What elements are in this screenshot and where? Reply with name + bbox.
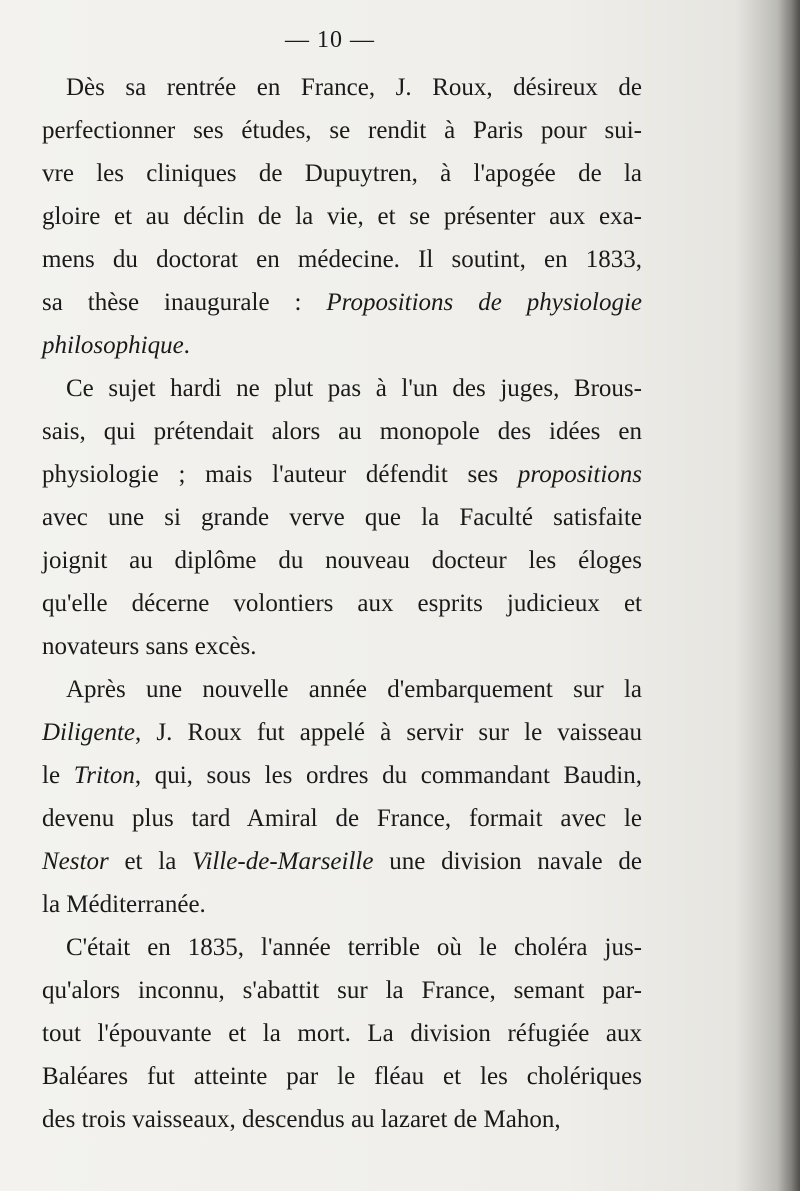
text-segment: et la [108,848,193,875]
paragraph [42,66,642,367]
text-line: sais, qui prétendait alors au monopole des idées en [42,418,642,445]
text-line [42,324,642,367]
text-segment: , qui, sous les ordres du commandant Baudin, [134,762,643,789]
text-line: qu'alors inconnu, s'abattit sur la France, semant par- [42,977,642,1004]
text-segment: philosophique [42,332,184,359]
text-line [42,281,642,324]
text-line: devenu plus tard Amiral de France, formait avec le [42,805,642,832]
text-segment: Triton [73,762,135,789]
text-segment: propositions [517,461,642,488]
text-line: Après une nouvelle année d'embarquement sur la [66,676,642,703]
text-segment: Propositions de physiologie [326,289,642,316]
text-line: gloire et au déclin de la vie, et se présenter aux exa- [42,203,642,230]
text-segment: physiologie ; mais l'auteur défendit ses [42,461,518,488]
text-segment: une division navale de [373,848,642,875]
text-segment: Nestor [42,848,109,875]
text-line: Dès sa rentrée en France, J. Roux, désireux de [66,74,642,101]
page-edge-shadow [778,0,800,1191]
text-line [42,840,642,883]
body-text [42,66,642,1141]
text-segment: Ville-de-Marseille [192,848,374,875]
text-segment: Diligente [42,719,136,746]
text-line: mens du doctorat en médecine. Il soutint, en 1833, [42,246,642,273]
text-line: tout l'épouvante et la mort. La division réfugiée aux [42,1020,642,1047]
paragraph [42,926,642,1141]
text-line: perfectionner ses études, se rendit à Paris pour sui- [42,117,642,144]
text-line: des trois vaisseaux, descendus au lazaret de Mahon, [42,1106,561,1133]
text-segment: le [42,762,74,789]
text-line [42,711,642,754]
text-line: Ce sujet hardi ne plut pas à l'un des juges, Brous- [66,375,642,402]
page-number: — 10 — [285,27,375,53]
text-line: la Méditerranée. [42,891,206,918]
paragraph [42,367,642,668]
text-line [42,754,642,797]
text-segment: sa thèse inaugurale : [42,289,327,316]
text-line: Baléares fut atteinte par le fléau et les cholériques [42,1063,642,1090]
text-line: novateurs sans excès. [42,633,257,660]
text-segment: , J. Roux fut appelé à servir sur le vaisseau [135,719,642,746]
text-segment: . [183,332,190,359]
text-line [42,453,642,496]
text-line: qu'elle décerne volontiers aux esprits judicieux et [42,590,642,617]
text-line: avec une si grande verve que la Faculté satisfaite [42,504,642,531]
text-line: joignit au diplôme du nouveau docteur les éloges [42,547,642,574]
paragraph [42,668,642,926]
text-line: C'était en 1835, l'année terrible où le choléra jus- [66,934,642,961]
text-line: vre les cliniques de Dupuytren, à l'apogée de la [42,160,642,187]
